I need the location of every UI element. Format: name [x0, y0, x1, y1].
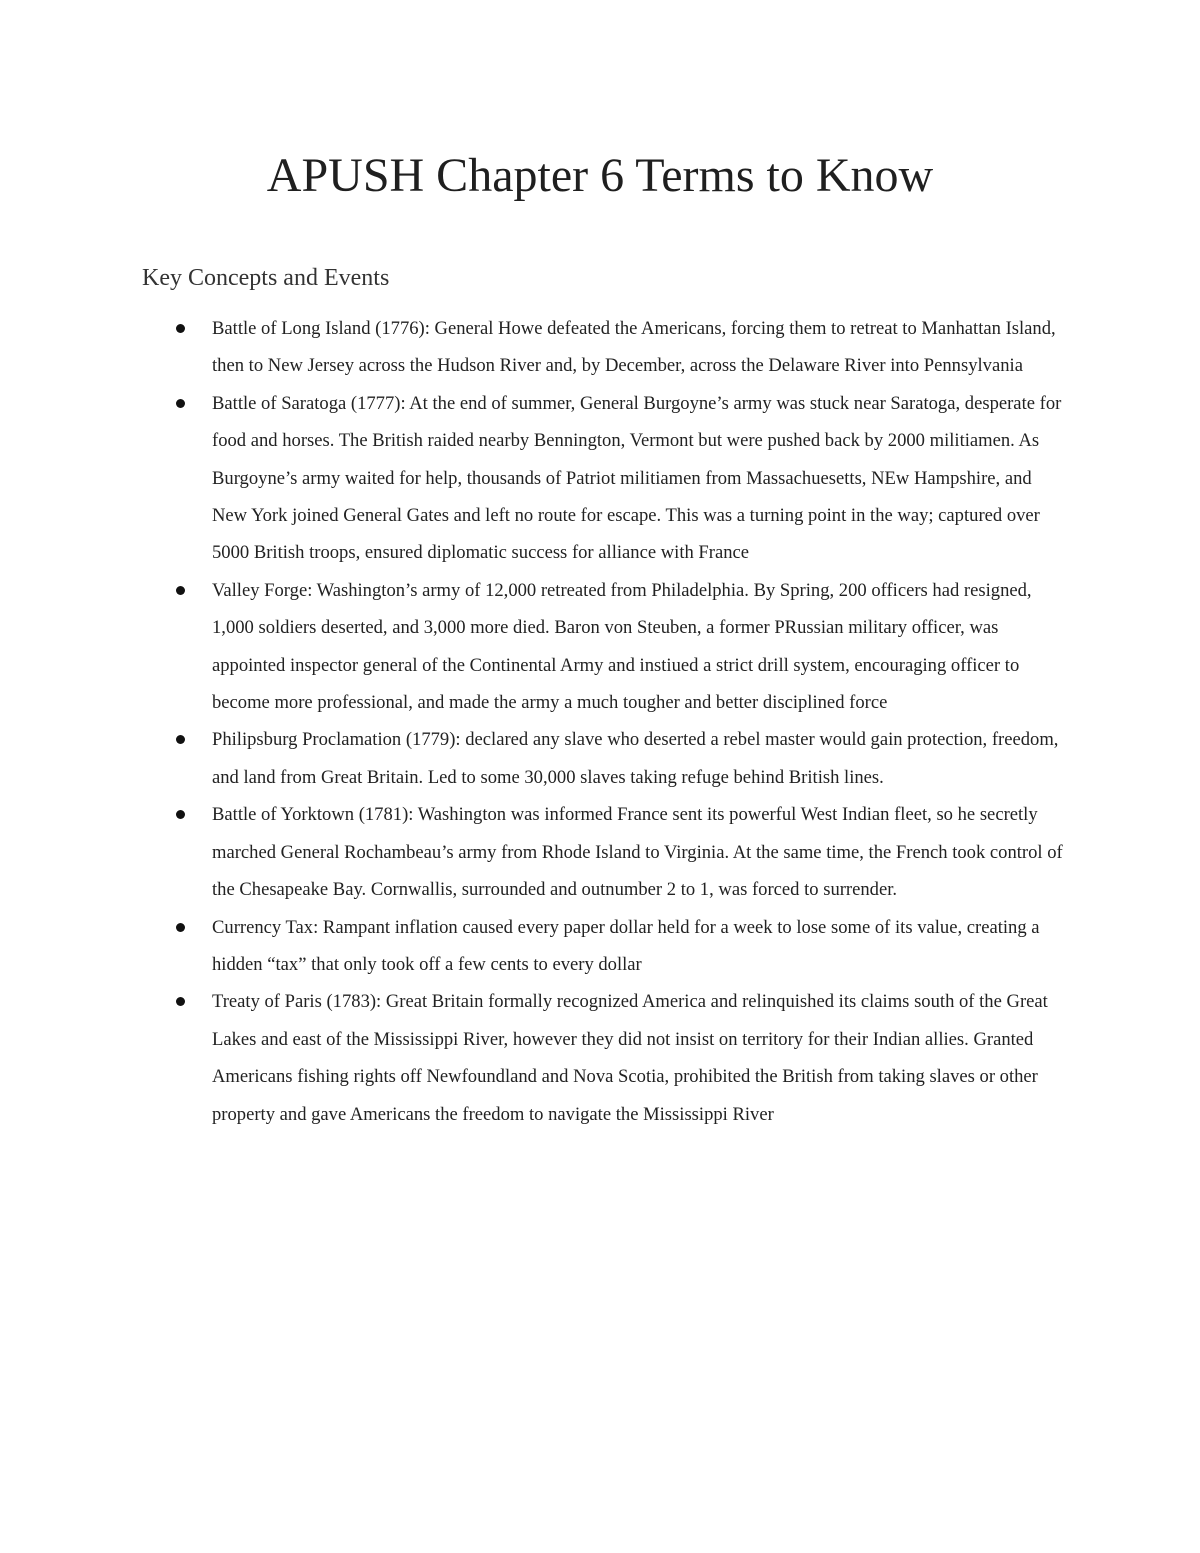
term-text: Currency Tax: Rampant inflation caused every paper dollar held for a week to lose some of its value, creating a hidden “tax” that only took off a few cents to every dollar	[212, 916, 1040, 975]
term-text: Battle of Saratoga (1777): At the end of summer, General Burgoyne’s army was stuck near Saratoga, desperate for food and horses. The British raided nearby Bennington, Vermont but were pushed back by 2000 militiamen. As Burgoyne’s army waited for help, thousands of Patriot militiamen from Massachuesetts, NEw Hampshire, and New York joined General Gates and left no route for escape. This was a turning point in the way; captured over 5000 British troops, ensured diplomatic success for alliance with France	[212, 392, 1062, 564]
bullet-icon	[176, 997, 185, 1006]
bullet-icon	[176, 923, 185, 932]
term-text: Treaty of Paris (1783): Great Britain formally recognized America and relinquished its claims south of the Great Lakes and east of the Mississippi River, however they did not insist on territory for their Indian allies. Granted Americans fishing rights off Newfoundland and Nova Scotia, prohibited the British from taking slaves or other property and gave Americans the freedom to navigate the Mississippi River	[212, 991, 1048, 1125]
term-text: Battle of Long Island (1776): General Howe defeated the Americans, forcing them to retreat to Manhattan Island, then to New Jersey across the Hudson River and, by December, across the Delaware River into Pennsylvania	[212, 318, 1056, 377]
bullet-icon	[176, 399, 185, 408]
list-item	[212, 572, 1064, 722]
list-item	[212, 796, 1064, 908]
section-heading: Key Concepts and Events	[142, 265, 390, 291]
term-text: Battle of Yorktown (1781): Washington was informed France sent its powerful West Indian fleet, so he secretly marched General Rochambeau’s army from Rhode Island to Virginia. At the same time, the French took control of the Chesapeake Bay. Cornwallis, surrounded and outnumber 2 to 1, was forced to surrender.	[212, 804, 1063, 901]
list-item	[212, 385, 1064, 572]
list-item	[212, 310, 1064, 385]
bullet-icon	[176, 586, 185, 595]
term-text: Philipsburg Proclamation (1779): declared any slave who deserted a rebel master would gain protection, freedom, and land from Great Britain. Led to some 30,000 slaves taking refuge behind British lines.	[212, 729, 1059, 788]
term-text: Valley Forge: Washington’s army of 12,000 retreated from Philadelphia. By Spring, 200 officers had resigned, 1,000 soldiers deserted, and 3,000 more died. Baron von Steuben, a former PRussian military officer, was appointed inspector general of the Continental Army and instiued a strict drill system, encouraging officer to become more professional, and made the army a much tougher and better disciplined force	[212, 579, 1032, 714]
list-item	[212, 721, 1064, 796]
list-item	[212, 909, 1064, 984]
terms-list	[212, 310, 1064, 1133]
list-item	[212, 983, 1064, 1133]
bullet-icon	[176, 324, 185, 333]
bullet-icon	[176, 735, 185, 744]
document-title: APUSH Chapter 6 Terms to Know	[266, 149, 934, 202]
bullet-icon	[176, 810, 185, 819]
